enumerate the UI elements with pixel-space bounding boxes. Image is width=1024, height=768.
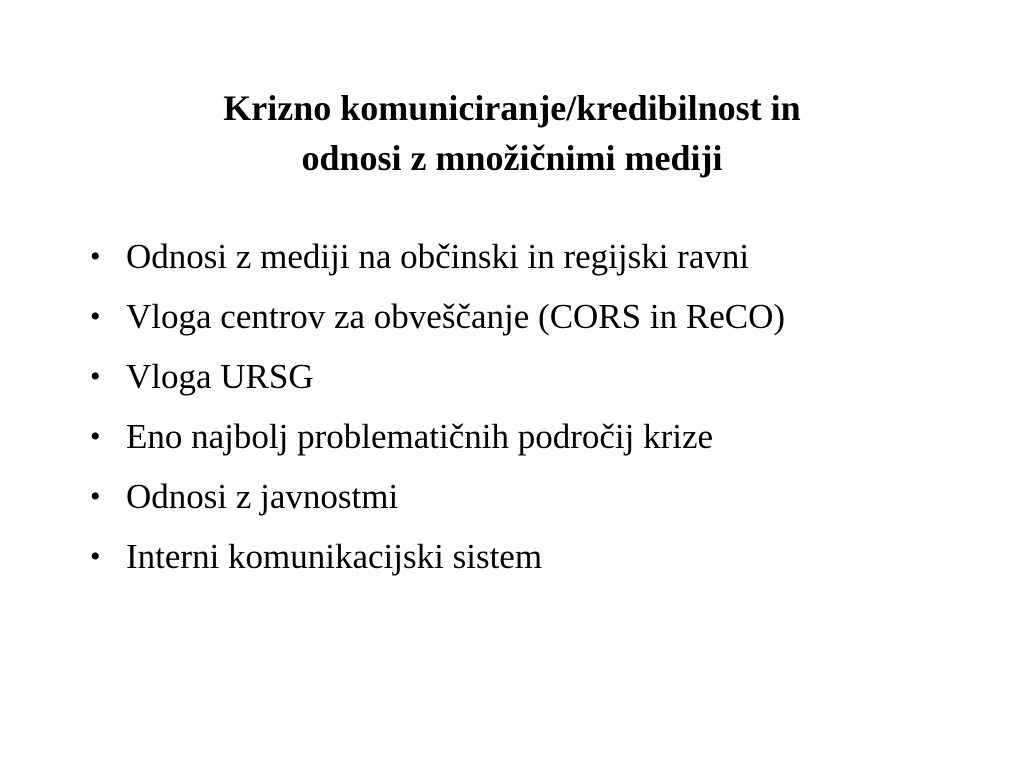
bullet-item-6 [82, 529, 982, 585]
bullet-dot-icon: • [90, 360, 101, 393]
bullet-list [82, 229, 982, 589]
bullet-dot-icon: • [90, 300, 101, 333]
bullet-text-1: Odnosi z mediji na občinski in regijski ravni [126, 237, 750, 276]
bullet-dot-icon: • [90, 540, 101, 573]
bullet-item-2 [82, 289, 896, 345]
bullet-dot-icon: • [90, 240, 101, 273]
bullet-text-6: Interni komunikacijski sistem [126, 537, 543, 576]
bullet-text-4: Eno najbolj problematičnih področij krize [126, 417, 714, 456]
slide-title [60, 83, 964, 183]
slide-title-line-1: Krizno komuniciranje/kredibilnost in [223, 88, 801, 128]
bullet-item-1 [82, 229, 982, 285]
bullet-dot-icon: • [90, 480, 101, 513]
bullet-item-3 [82, 349, 982, 405]
bullet-text-2: Vloga centrov za obveščanje (CORS in ReCO) [126, 297, 786, 336]
bullet-text-3: Vloga URSG [126, 357, 314, 396]
bullet-item-4 [82, 409, 982, 465]
slide-title-line-2: odnosi z množičnimi mediji [301, 138, 723, 178]
bullet-text-5: Odnosi z javnostmi [126, 477, 399, 516]
bullet-item-5 [82, 469, 982, 525]
bullet-dot-icon: • [90, 420, 101, 453]
